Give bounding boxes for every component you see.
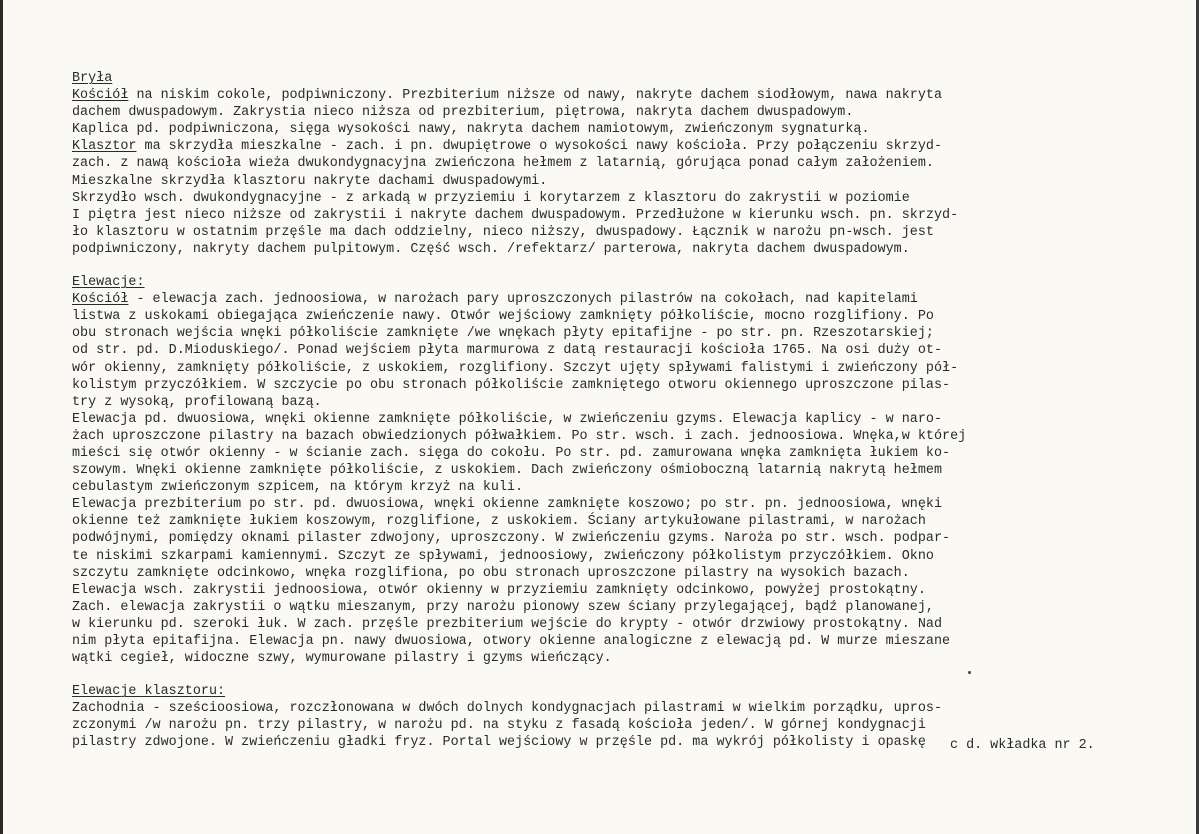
bryla-line: ło klasztoru w ostatnim przęśle ma dach oddzielny, nieco niższy, dwuspadowy. Łącznik w narożu pn-wsch. jest <box>72 224 934 240</box>
bryla-line: I piętra jest nieco niższe od zakrystii i nakryte dachem dwuspadowym. Przedłużone w kierunku wsch. pn. skrzyd- <box>72 207 959 223</box>
elewacje-line: okienne też zamknięte łukiem koszowym, rozglifione, z uskokiem. Ściany artykułowane pilastrami, w narożach <box>72 514 926 530</box>
section-heading-bryla: Bryła <box>72 71 113 86</box>
klasztor-line: Zachodnia - sześcioosiowa, rozczłonowana w dwóch dolnych kondygnacjach pilastrami w wielkim porządku, upros- <box>72 701 943 717</box>
section-heading-elewacje-klasztoru: Elewacje klasztoru: <box>72 684 226 700</box>
section-bryla <box>72 70 1177 258</box>
elewacje-line: Elewacja prezbiterium po str. pd. dwuosiowa, wnęki okienne zamknięte koszowo; po str. pn. jednoosiowa, wnęki <box>72 497 943 513</box>
elewacje-line: obu stronach wejścia wnęki półkoliście zamknięte /we wnękach płyty epitafijne - po str. pn. Rzeszotarskiej; <box>72 326 934 342</box>
bryla-line-1 <box>72 87 1177 104</box>
section-heading-elewacje: Elewacje: <box>72 275 145 291</box>
bryla-line: Skrzydło wsch. dwukondygnacyjne - z arkadą w przyziemiu i korytarzem z klasztoru do zakrystii w poziomie <box>72 190 910 206</box>
bryla-line-1-text: na niskim cokole, podpiwniczony. Prezbiterium niższe od nawy, nakryte dachem siodłowym, nawa nakryta <box>128 88 943 104</box>
elewacje-line: mieści się otwór okienny - w ścianie zach. sięga do cokołu. Po str. pd. zamurowana wnęka zamknięta łukiem ko- <box>72 445 951 461</box>
label-kosciol: Kościół <box>72 292 129 308</box>
section-gap <box>72 258 1177 274</box>
bryla-line: Kaplica pd. podpiwniczona, sięga wysokości nawy, nakryta dachem namiotowym, zwieńczonym sygnaturką. <box>72 122 870 138</box>
elewacje-line-1 <box>72 291 1177 308</box>
page-edge-left <box>0 0 3 834</box>
elewacje-line: try z wysoką, profilowaną bazą. <box>72 394 322 410</box>
bryla-klasztor-text: ma skrzydła mieszkalne - zach. i pn. dwupiętrowe o wysokości nawy kościoła. Przy połączeniu skrzyd- <box>136 139 943 155</box>
elewacje-line: nim płyta epitafijna. Elewacja pn. nawy dwuosiowa, otwory okienne analogiczne z elewacją pd. W murze mieszane <box>72 634 951 649</box>
elewacje-line: cebulastym zwieńczonym szpicem, na którym krzyż na kuli. <box>72 480 524 496</box>
elewacje-line: te niskimi szkarpami kamiennymi. Szczyt ze spływami, jednoosiowy, zwieńczony półkolistym przyczółkiem. Okno <box>72 548 934 564</box>
elewacje-line: żach uproszczone pilastry na bazach obwiedzionych półwałkiem. Po str. wsch. i zach. jednoosiowa. Wnęka,w której <box>72 428 967 444</box>
elewacje-line: szczytu zamknięte odcinkowo, wnęka rozglifiona, po obu stronach uproszczone pilastry na wysokich bazach. <box>72 565 910 581</box>
klasztor-line: pilastry zdwojone. W zwieńczeniu gładki fryz. Portal wejściowy w przęśle pd. ma wykrój półkolisty i opaskę <box>72 735 926 751</box>
elewacje-line: od str. pd. D.Mioduskiego/. Ponad wejściem płyta marmurowa z datą restauracji kościoła 1765. Na osi duży ot- <box>72 343 943 359</box>
typed-text-body <box>72 70 1177 752</box>
ink-speck <box>968 671 971 674</box>
bryla-line: zach. z nawą kościoła wieża dwukondygnacyjna zwieńczona hełmem z latarnią, górująca ponad całym założeniem. <box>72 156 934 172</box>
elewacje-line: Elewacja pd. dwuosiowa, wnęki okienne zamknięte półkoliście, w zwieńczeniu gzyms. Elewacja kaplicy - w naro- <box>72 411 943 427</box>
elewacje-line: Zach. elewacja zakrystii o wątku mieszanym, przy narożu pionowy szew ściany przylegającej, bądź planowanej, <box>72 599 934 615</box>
bryla-line: podpiwniczony, nakryty dachem pulpitowym. Część wsch. /refektarz/ parterowa, nakryta dachem dwuspadowym. <box>72 241 910 257</box>
elewacje-line: kolistym przyczółkiem. W szczycie po obu stronach półkoliście zamkniętego otworu okiennego uproszczone pilas- <box>72 377 951 393</box>
bryla-line: Mieszkalne skrzydła klasztoru nakryte dachami dwuspadowymi. <box>72 173 548 189</box>
elewacje-line: Elewacja wsch. zakrystii jednoosiowa, otwór okienny w przyziemiu zamknięty odcinkowo, powyżej prostokątny. <box>72 582 926 598</box>
elewacje-line: wątki cegieł, widoczne szwy, wymurowane pilastry i gzyms wieńczący. <box>72 651 612 667</box>
label-kosciol: Kościół <box>72 88 129 104</box>
continuation-note: c d. wkładka nr 2. <box>950 738 1095 753</box>
elewacje-line: szowym. Wnęki okienne zamknięte półkoliście, z uskokiem. Dach zwieńczony ośmioboczną latarnią nakrytą hełmem <box>72 463 943 479</box>
elewacje-line: podwójnymi, pomiędzy oknami pilaster zdwojony, uproszczony. W zwieńczeniu gzyms. Naroża po str. wsch. podpar- <box>72 531 951 547</box>
section-gap <box>72 667 1177 683</box>
elewacje-line-1-text: - elewacja zach. jednoosiowa, w narożach pary uproszczonych pilastrów na cokołach, nad kapitelami <box>128 292 918 308</box>
klasztor-line: zczonymi /w narożu pn. trzy pilastry, w narożu pd. na styku z fasadą kościoła jeden/. W górnej kondygnacji <box>72 718 926 734</box>
elewacje-line: wór okienny, zamknięty półkoliście, z uskokiem, rozglifiony. Szczyt ujęty spływami falistymi i zwieńczony pół- <box>72 360 959 376</box>
elewacje-line: listwa z uskokami obiegająca zwieńczenie nawy. Otwór wejściowy zamknięty półkoliście, mocno rozglifiony. Po <box>72 309 934 325</box>
section-elewacje <box>72 274 1177 667</box>
bryla-line: dachem dwuspadowym. Zakrystia nieco niższa od prezbiterium, piętrowa, nakryta dachem dwuspadowym. <box>72 105 854 121</box>
elewacje-line: w kierunku pd. szeroki łuk. W zach. przęśle prezbiterium wejście do krypty - otwór drzwiowy prostokątny. Nad <box>72 616 943 632</box>
label-klasztor: Klasztor <box>72 139 137 155</box>
bryla-klasztor-line <box>72 138 1177 155</box>
